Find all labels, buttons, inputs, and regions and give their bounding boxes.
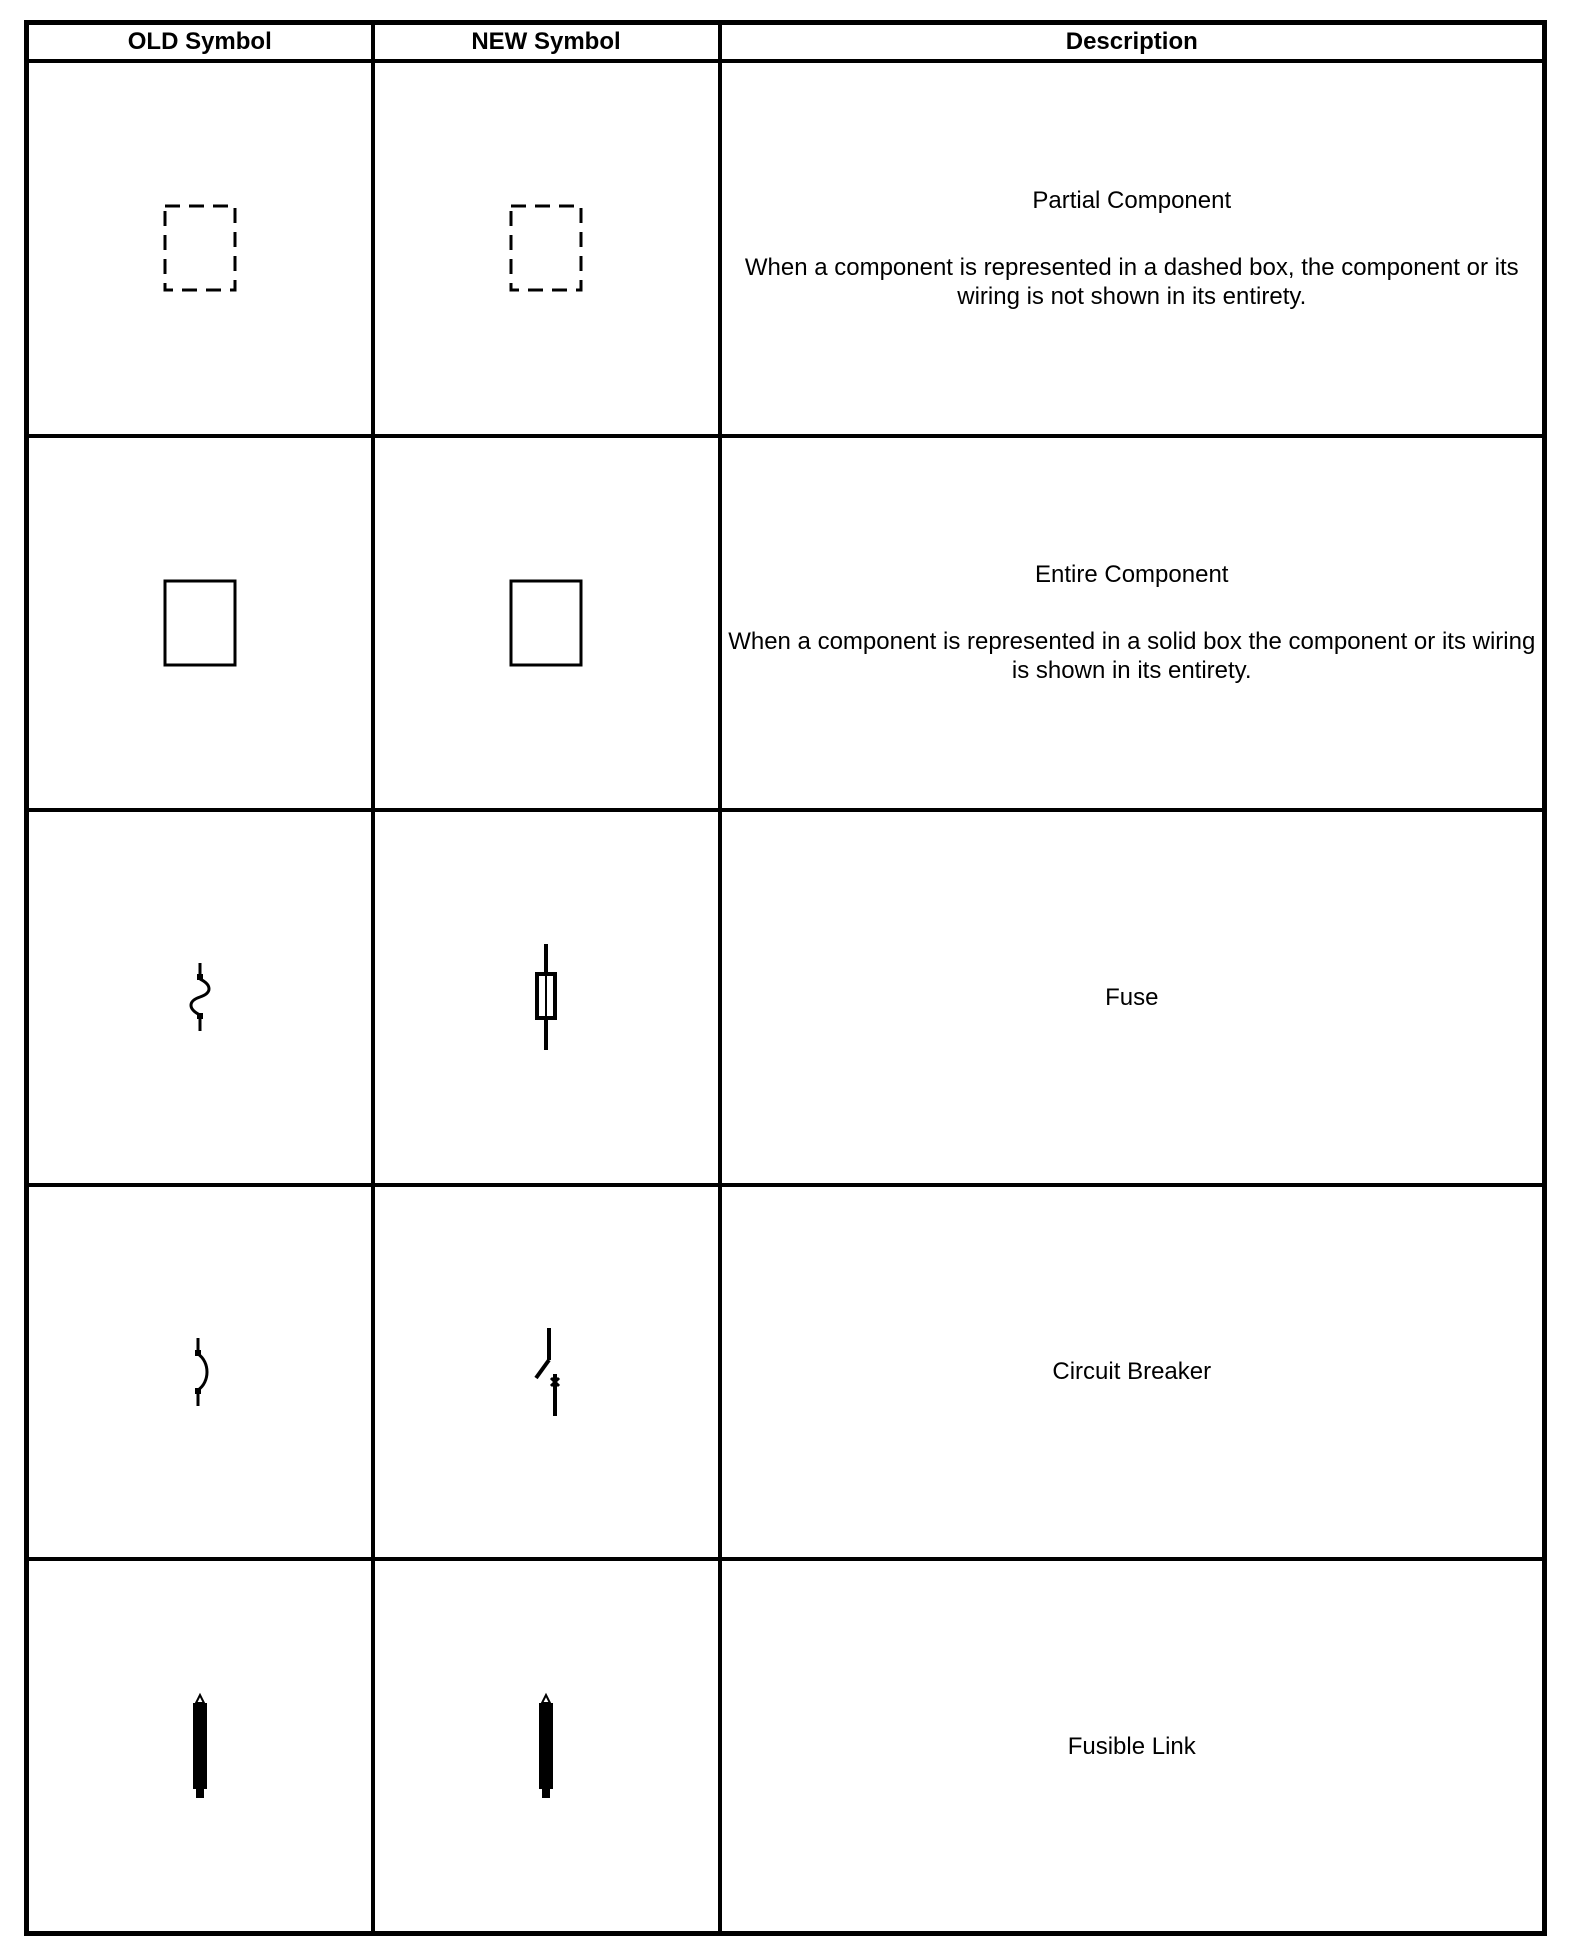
table-row bbox=[27, 1185, 1545, 1560]
old-symbol-header: OLD Symbol bbox=[27, 23, 373, 62]
new-symbol-header: NEW Symbol bbox=[373, 23, 720, 62]
description-cell bbox=[720, 810, 1545, 1185]
description-text: When a component is represented in a solid box the component or its wiring is shown in its entirety. bbox=[728, 628, 1536, 685]
table-row bbox=[27, 1559, 1545, 1934]
new-symbol-cell bbox=[373, 1559, 720, 1934]
table-row bbox=[27, 810, 1545, 1185]
old-symbol-cell bbox=[27, 1185, 373, 1560]
dashed-box-icon bbox=[509, 204, 583, 292]
solid-box-icon bbox=[509, 579, 583, 667]
old-symbol-cell bbox=[27, 1559, 373, 1934]
table-row bbox=[27, 61, 1545, 436]
new-symbol-cell bbox=[373, 1185, 720, 1560]
old-symbol-cell bbox=[27, 436, 373, 811]
new-symbol-cell bbox=[373, 436, 720, 811]
description-title: Partial Component bbox=[1032, 186, 1232, 214]
description-title: Fusible Link bbox=[1067, 1732, 1196, 1760]
description-text: When a component is represented in a dashed box, the component or its wiring is not shown in its entirety. bbox=[744, 253, 1519, 310]
s-curve-fuse-icon bbox=[180, 961, 220, 1033]
old-symbol-cell bbox=[27, 61, 373, 436]
description-cell bbox=[720, 436, 1545, 811]
description-cell bbox=[720, 1185, 1545, 1560]
solid-box-icon bbox=[163, 579, 237, 667]
description-title: Entire Component bbox=[1035, 561, 1229, 589]
new-symbol-cell bbox=[373, 61, 720, 436]
new-symbol-cell bbox=[373, 810, 720, 1185]
description-title: Circuit Breaker bbox=[1052, 1358, 1212, 1386]
description-title: Fuse bbox=[1105, 983, 1159, 1011]
arc-circuit-breaker-icon bbox=[180, 1336, 220, 1408]
header-row bbox=[27, 23, 1545, 62]
description-cell bbox=[720, 1559, 1545, 1934]
old-symbol-cell bbox=[27, 810, 373, 1185]
description-header: Description bbox=[720, 23, 1545, 62]
symbol-comparison-sheet bbox=[24, 20, 1542, 1936]
rectangle-fuse-icon bbox=[526, 942, 566, 1052]
switch-circuit-breaker-icon bbox=[521, 1326, 571, 1418]
fusible-link-icon bbox=[531, 1691, 561, 1801]
symbol-comparison-table bbox=[24, 20, 1547, 1936]
table-row bbox=[27, 436, 1545, 811]
description-cell bbox=[720, 61, 1545, 436]
fusible-link-icon bbox=[185, 1691, 215, 1801]
dashed-box-icon bbox=[163, 204, 237, 292]
